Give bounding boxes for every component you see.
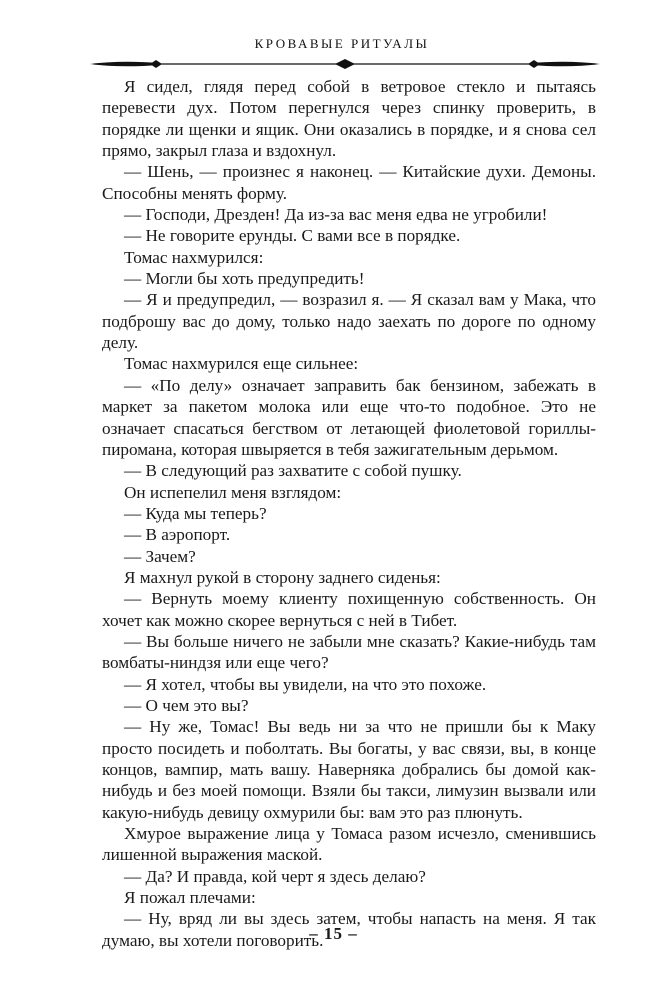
paragraph: — Куда мы теперь? (124, 503, 267, 523)
paragraph: Я махнул рукой в сторону заднего сиденья: (124, 567, 441, 587)
paragraph: — Вернуть моему клиенту похищенную собственность. Он хочет как можно скорее вернуться с ней в Тибет. (102, 589, 596, 630)
paragraph: — Зачем? (124, 546, 196, 566)
paragraph: Я сидел, глядя перед собой в ветровое стекло и пытаясь перевести дух. Потом перегнулся через спинку проверить, в порядке ли щенки и ящик. Они оказались в порядке, и я снова сел прямо, закрыл глаза и вздохнул. (102, 77, 596, 161)
paragraph: — В аэропорт. (124, 525, 231, 545)
paragraph: — Я хотел, чтобы вы увидели, на что это похоже. (124, 674, 487, 694)
paragraph: Он испепелил меня взглядом: (124, 482, 342, 502)
paragraph: — В следующий раз захватите с собой пушку. (124, 461, 462, 481)
page-number: – 15 – (309, 924, 358, 943)
running-header (92, 36, 592, 52)
paragraph: — О чем это вы? (124, 695, 249, 715)
paragraph: — Шень, — произнес я наконец. — Китайские духи. Демоны. Способны менять форму. (102, 162, 596, 203)
body-text (102, 76, 596, 951)
paragraph: — Ну, вряд ли вы здесь затем, чтобы напасть на меня. Я так думаю, вы хотели поговорить. (102, 909, 596, 950)
paragraph: — Вы больше ничего не забыли мне сказать? Какие-нибудь там вомбаты-ниндзя или еще чего? (102, 631, 596, 673)
paragraph: Томас нахмурился: (124, 247, 264, 267)
paragraph: Томас нахмурился еще сильнее: (124, 354, 359, 374)
paragraph: — Могли бы хоть предупредить! (124, 269, 365, 289)
paragraph: Хмурое выражение лица у Томаса разом исчезло, сменившись лишенной выражения маской. (102, 824, 596, 865)
header-ornament-rule (90, 56, 600, 72)
paragraph: — Да? И правда, кой черт я здесь делаю? (124, 866, 426, 886)
paragraph: — Я и предупредил, — возразил я. — Я сказал вам у Мака, что подброшу вас до дому, только надо заехать по дороге по одному делу. (102, 290, 596, 353)
paragraph: — Ну же, Томас! Вы ведь ни за что не пришли бы к Маку просто посидеть и поболтать. Вы богаты, у вас связи, вы, в конце концов, вампир, мать вашу. Наверняка добрались бы домой как-нибудь и без моей помощи. Взяли бы такси, лимузин вызвали или какую-нибудь девицу охмурили бы: вам это раз плюнуть. (102, 717, 596, 822)
paragraph: — Не говорите ерунды. С вами все в порядке. (124, 226, 461, 246)
paragraph: — «По делу» означает заправить бак бензином, забежать в маркет за пакетом молока или еще что-то подобное. Это не означает спасаться бегством от летающей фиолетовой гориллы-пиромана, которая швыряется в тебя зажигательным дерьмом. (102, 375, 596, 459)
book-title: КРОВАВЫЕ РИТУАЛЫ (254, 36, 430, 51)
paragraph: — Господи, Дрезден! Да из-за вас меня едва не угробили! (124, 205, 548, 225)
paragraph: Я пожал плечами: (124, 888, 256, 908)
